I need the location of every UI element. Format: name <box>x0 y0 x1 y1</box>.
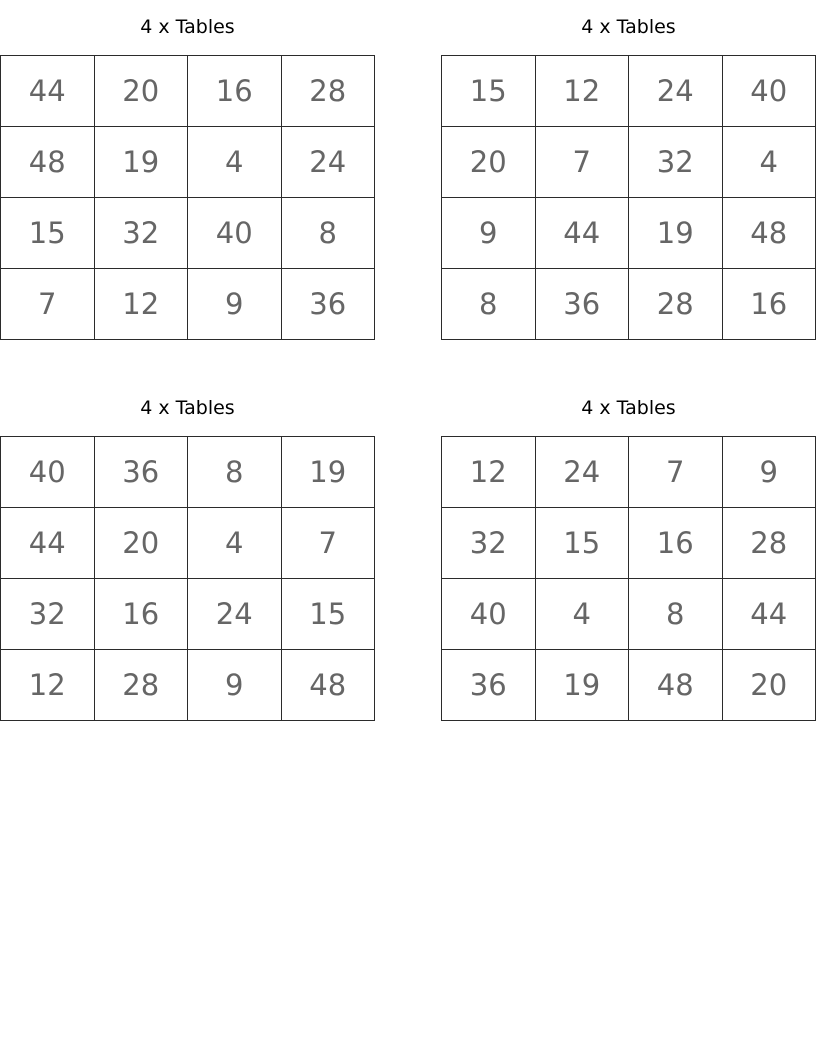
grid-row <box>1 650 375 721</box>
grid-cell: 48 <box>629 650 723 721</box>
grid-cell: 20 <box>94 56 188 127</box>
grid-cell: 40 <box>188 198 282 269</box>
grid-cell: 19 <box>94 127 188 198</box>
grid-cell: 36 <box>442 650 536 721</box>
grid-cell: 7 <box>281 508 375 579</box>
grid-cell: 16 <box>722 269 816 340</box>
number-grid <box>0 55 375 340</box>
grid-cell: 7 <box>535 127 629 198</box>
grid-cell: 8 <box>281 198 375 269</box>
grid-cell: 15 <box>535 508 629 579</box>
grid-cell: 19 <box>281 437 375 508</box>
grid-cell: 9 <box>188 650 282 721</box>
worksheet-title: 4 x Tables <box>581 397 676 419</box>
grid-cell: 44 <box>1 508 95 579</box>
grid-row <box>1 56 375 127</box>
grid-row <box>442 56 816 127</box>
grid-row <box>1 127 375 198</box>
grid-cell: 24 <box>629 56 723 127</box>
grid-cell: 28 <box>629 269 723 340</box>
grid-cell: 32 <box>442 508 536 579</box>
grid-cell: 44 <box>1 56 95 127</box>
grid-cell: 48 <box>281 650 375 721</box>
grid-cell: 48 <box>722 198 816 269</box>
grid-cell: 40 <box>1 437 95 508</box>
grid-cell: 24 <box>281 127 375 198</box>
grid-row <box>442 508 816 579</box>
grid-cell: 16 <box>94 579 188 650</box>
grid-cell: 28 <box>722 508 816 579</box>
grid-row <box>442 127 816 198</box>
grid-cell: 20 <box>94 508 188 579</box>
grid-cell: 12 <box>535 56 629 127</box>
grid-cell: 15 <box>442 56 536 127</box>
grid-cell: 44 <box>535 198 629 269</box>
grid-cell: 12 <box>94 269 188 340</box>
grid-cell: 32 <box>1 579 95 650</box>
grid-cell: 36 <box>535 269 629 340</box>
grid-cell: 9 <box>442 198 536 269</box>
grid-row <box>1 437 375 508</box>
grid-cell: 32 <box>94 198 188 269</box>
worksheet-title: 4 x Tables <box>140 397 235 419</box>
grid-cell: 8 <box>629 579 723 650</box>
grid-cell: 8 <box>442 269 536 340</box>
grid-cell: 44 <box>722 579 816 650</box>
grid-row <box>442 579 816 650</box>
grid-row <box>1 579 375 650</box>
number-grid <box>441 436 816 721</box>
grid-row <box>1 508 375 579</box>
grid-row <box>442 650 816 721</box>
grid-cell: 15 <box>281 579 375 650</box>
number-grid <box>441 55 816 340</box>
grid-cell: 7 <box>1 269 95 340</box>
grid-row <box>1 198 375 269</box>
grid-cell: 4 <box>188 127 282 198</box>
grid-cell: 24 <box>188 579 282 650</box>
grid-cell: 20 <box>722 650 816 721</box>
grid-row <box>442 198 816 269</box>
grid-cell: 4 <box>722 127 816 198</box>
grid-cell: 40 <box>722 56 816 127</box>
grid-cell: 24 <box>535 437 629 508</box>
grid-cell: 7 <box>629 437 723 508</box>
grid-cell: 8 <box>188 437 282 508</box>
worksheet-title: 4 x Tables <box>581 16 676 38</box>
worksheet-title: 4 x Tables <box>140 16 235 38</box>
grid-cell: 28 <box>281 56 375 127</box>
grid-cell: 9 <box>722 437 816 508</box>
grid-cell: 28 <box>94 650 188 721</box>
grid-cell: 19 <box>535 650 629 721</box>
grid-cell: 32 <box>629 127 723 198</box>
grid-row <box>442 269 816 340</box>
grid-row <box>1 269 375 340</box>
grid-row <box>442 437 816 508</box>
grid-cell: 9 <box>188 269 282 340</box>
grid-cell: 20 <box>442 127 536 198</box>
grid-cell: 36 <box>281 269 375 340</box>
number-grid <box>0 436 375 721</box>
grid-cell: 15 <box>1 198 95 269</box>
grid-cell: 12 <box>1 650 95 721</box>
grid-cell: 36 <box>94 437 188 508</box>
grid-cell: 40 <box>442 579 536 650</box>
grid-cell: 19 <box>629 198 723 269</box>
grid-cell: 12 <box>442 437 536 508</box>
grid-cell: 16 <box>629 508 723 579</box>
grid-cell: 16 <box>188 56 282 127</box>
grid-cell: 4 <box>188 508 282 579</box>
grid-cell: 4 <box>535 579 629 650</box>
grid-cell: 48 <box>1 127 95 198</box>
